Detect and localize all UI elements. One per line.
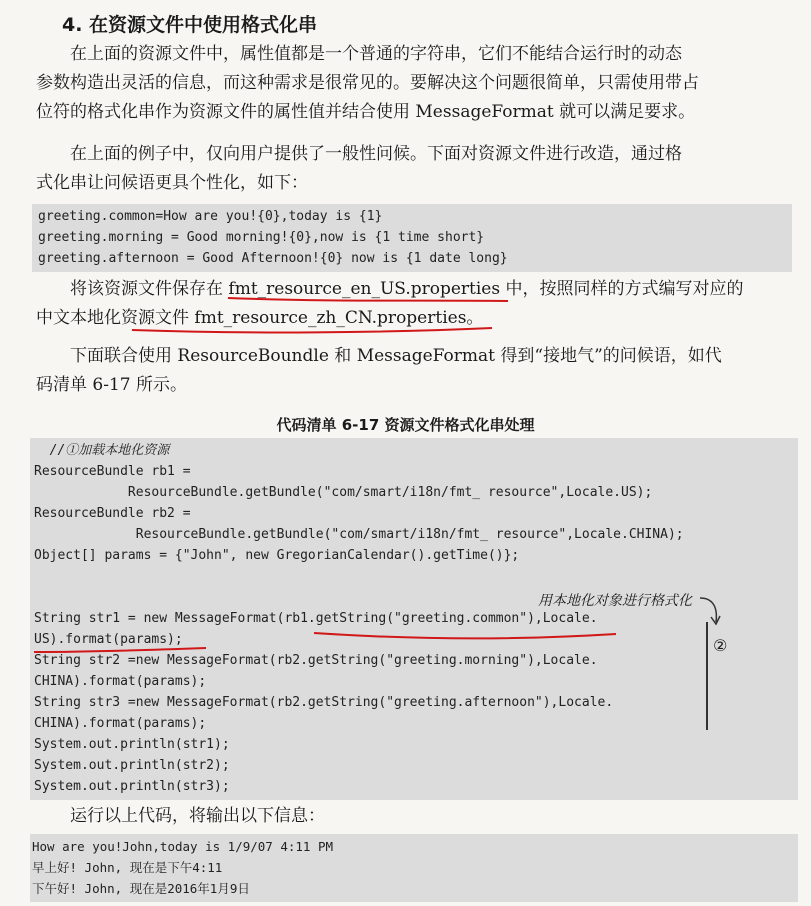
code-line: greeting.morning = Good morning!{0},now is {1 time short} — [38, 230, 485, 245]
code-annotation: 用本地化对象进行格式化 — [538, 593, 692, 609]
pen-underline-mark-3 — [314, 633, 616, 638]
code-line: String str1 = new MessageFormat(rb1.getString("greeting.common"),Locale. — [34, 611, 598, 626]
paragraph-3-line-1: 将该资源文件保存在 fmt_resource_en_US.properties 中，按照同样的方式编写对应的 — [70, 279, 744, 299]
output-line: How are you!John,today is 1/9/07 4:11 PM — [32, 839, 334, 854]
code-listing-caption: 代码清单 6-17 资源文件格式化串处理 — [276, 416, 535, 434]
pen-underline-mark-1 — [228, 298, 508, 301]
paragraph-2-line-2: 式化串让问候语更具个性化，如下： — [36, 173, 308, 193]
code-line: ResourceBundle.getBundle("com/smart/i18n/fmt_ resource",Locale.CHINA); — [34, 527, 684, 542]
code-line: CHINA).format(params); — [34, 674, 207, 689]
paragraph-4-line-1: 下面联合使用 ResourceBoundle 和 MessageFormat 得到“接地气”的问候语，如代 — [70, 346, 722, 366]
paragraph-2-line-1: 在上面的例子中，仅向用户提供了一般性问候。下面对资源文件进行改造，通过格 — [70, 144, 682, 164]
pen-underline-mark-2 — [132, 328, 492, 332]
code-line: Object[] params = {"John", new GregorianCalendar().getTime()}; — [34, 548, 520, 563]
code-line: US).format(params); — [34, 632, 183, 647]
paragraph-4-line-2: 码清单 6-17 所示。 — [36, 375, 187, 395]
paragraph-1-line-2: 参数构造出灵活的信息，而这种需求是很常见的。要解决这个问题很简单，只需使用带占 — [36, 73, 699, 93]
code-line: ResourceBundle rb1 = — [34, 464, 191, 479]
code-line: System.out.println(str1); — [34, 737, 230, 752]
pen-underline-mark-4 — [34, 648, 206, 652]
section-heading: 4. 在资源文件中使用格式化串 — [62, 14, 318, 36]
code-line: System.out.println(str2); — [34, 758, 230, 773]
code-line: greeting.afternoon = Good Afternoon!{0} now is {1 date long} — [38, 251, 508, 266]
output-line: 早上好! John, 现在是下午4:11 — [32, 860, 223, 875]
paragraph-5-line-1: 运行以上代码，将输出以下信息： — [70, 806, 325, 826]
code-line: ResourceBundle.getBundle("com/smart/i18n/fmt_ resource",Locale.US); — [34, 485, 653, 500]
code-comment: //①加载本地化资源 — [34, 443, 170, 458]
code-line: System.out.println(str3); — [34, 779, 230, 794]
output-line: 下午好! John, 现在是2016年1月9日 — [32, 881, 250, 896]
paragraph-1-line-1: 在上面的资源文件中，属性值都是一个普通的字符串，它们不能结合运行时的动态 — [70, 44, 682, 64]
code-line: String str2 =new MessageFormat(rb2.getString("greeting.morning"),Locale. — [34, 653, 598, 668]
code-line: String str3 =new MessageFormat(rb2.getString("greeting.afternoon"),Locale. — [34, 695, 614, 710]
paragraph-3-line-2: 中文本地化资源文件 fmt_resource_zh_CN.properties。 — [36, 308, 484, 328]
code-line: CHINA).format(params); — [34, 716, 207, 731]
code-line: ResourceBundle rb2 = — [34, 506, 191, 521]
circled-number-badge: ② — [713, 636, 728, 655]
code-line: greeting.common=How are you!{0},today is {1} — [38, 209, 383, 224]
paragraph-1-line-3: 位符的格式化串作为资源文件的属性值并结合使用 MessageFormat 就可以满足要求。 — [36, 102, 696, 122]
